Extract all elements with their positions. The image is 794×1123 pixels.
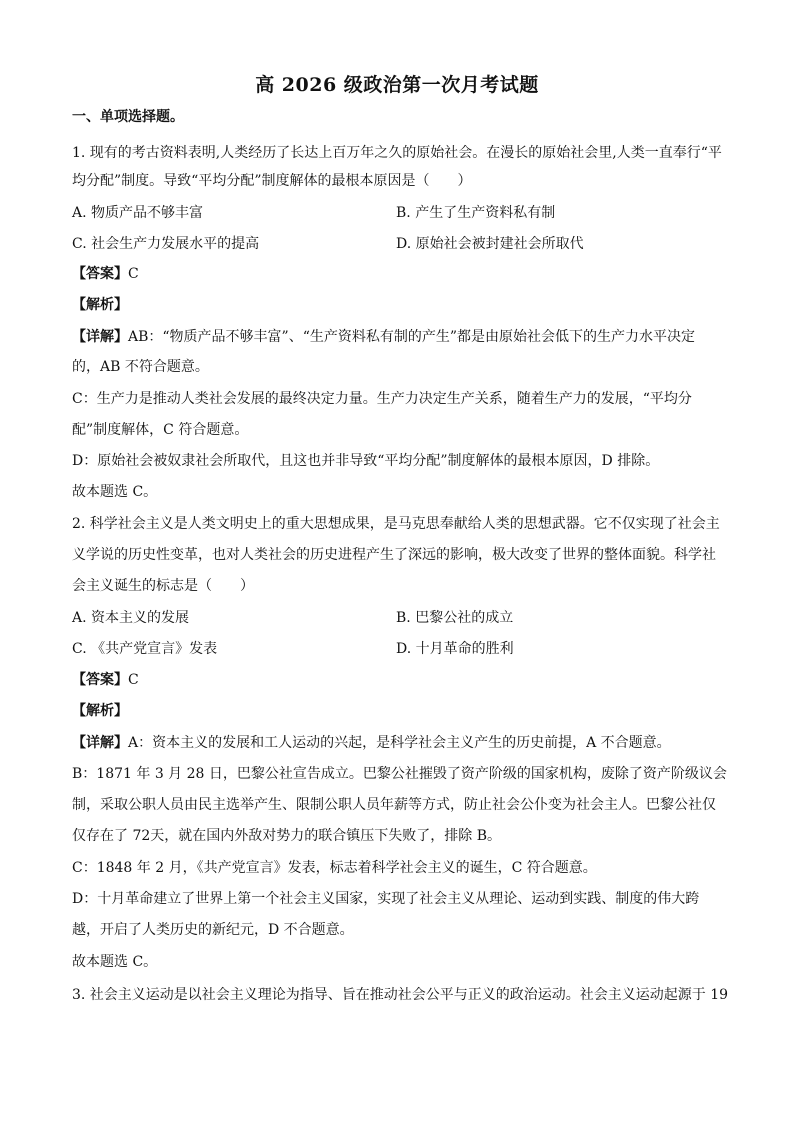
q1-option-b: B. 产生了生产资料私有制 <box>396 205 556 221</box>
q1-conclusion: 故本题选 C。 <box>72 484 158 500</box>
q1-stem-line-1: 1. 现有的考古资料表明,人类经历了长达上百万年之久的原始社会。在漫长的原始社会里,人类一直奉行“平 <box>72 145 722 161</box>
q2-detail-line-1: 【详解】A：资本主义的发展和工人运动的兴起，是科学社会主义产生的历史前提，A 不合题意。 <box>72 735 671 751</box>
section-heading: 一、单项选择题。 <box>72 109 184 125</box>
q1-answer <box>72 264 139 284</box>
q2-detail-line-5: C：1848 年 2 月，《共产党宣言》发表，标志着科学社会主义的诞生，C 符合题意。 <box>72 860 597 876</box>
q2-option-d: D. 十月革命的胜利 <box>396 641 514 657</box>
q1-detail-label: 【详解】 <box>72 329 128 345</box>
q1-analysis-label: 【解析】 <box>72 297 128 313</box>
q1-answer-label: 【答案】 <box>72 266 128 282</box>
page-title: 高 2026 级政治第一次月考试题 <box>255 74 539 96</box>
q2-answer-value: C <box>128 672 139 688</box>
q2-detail-line-7: 越，开启了人类历史的新纪元，D 不合题意。 <box>72 922 354 938</box>
q2-stem-line-2: 义学说的历史性变革，也对人类社会的历史进程产生了深远的影响，极大改变了世界的整体面貌。科学社 <box>72 547 716 563</box>
q2-answer <box>72 670 139 690</box>
q1-detail-line-1: 【详解】AB：“物质产品不够丰富”、“生产资料私有制的产生”都是由原始社会低下的生产力水平决定 <box>72 329 696 345</box>
q2-detail-line-3: 制，采取公职人员由民主选举产生、限制公职人员年薪等方式，防止社会公仆变为社会主人。巴黎公社仅 <box>72 797 716 813</box>
q1-option-a: A. 物质产品不够丰富 <box>72 205 204 221</box>
q2-conclusion: 故本题选 C。 <box>72 954 158 970</box>
q2-detail-line-4: 仅存在了 72天，就在国内外敌对势力的联合镇压下失败了，排除 B。 <box>72 828 502 844</box>
q2-option-b: B. 巴黎公社的成立 <box>396 610 514 626</box>
q1-detail-line-3: C：生产力是推动人类社会发展的最终决定力量。生产力决定生产关系，随着生产力的发展，“平均分 <box>72 391 692 407</box>
q1-option-c: C. 社会生产力发展水平的提高 <box>72 236 260 252</box>
q2-option-c: C. 《共产党宣言》发表 <box>72 641 218 657</box>
q2-stem-line-3: 会主义诞生的标志是（ ） <box>72 578 254 594</box>
q2-detail-label: 【详解】 <box>72 735 128 751</box>
q1-detail-line-5: D：原始社会被奴隶社会所取代，且这也并非导致“平均分配”制度解体的最根本原因，D 排除。 <box>72 453 660 469</box>
q1-stem-line-2: 均分配”制度。导致“平均分配”制度解体的最根本原因是（ ） <box>72 173 472 189</box>
q1-option-d: D. 原始社会被封建社会所取代 <box>396 236 584 252</box>
q2-detail-line-6: D：十月革命建立了世界上第一个社会主义国家，实现了社会主义从理论、运动到实践、制度的伟大跨 <box>72 891 700 907</box>
q2-stem-line-1: 2. 科学社会主义是人类文明史上的重大思想成果，是马克思奉献给人类的思想武器。它不仅实现了社会主 <box>72 516 720 532</box>
q2-analysis-label: 【解析】 <box>72 703 128 719</box>
q2-detail-line-2: B：1871 年 3 月 28 日，巴黎公社宣告成立。巴黎公社摧毁了资产阶级的国家机构，废除了资产阶级议会 <box>72 766 727 782</box>
q1-detail-line-4: 配”制度解体，C 符合题意。 <box>72 422 249 438</box>
q2-answer-label: 【答案】 <box>72 672 128 688</box>
q2-option-a: A. 资本主义的发展 <box>72 610 190 626</box>
q1-detail-line-2: 的，AB 不符合题意。 <box>72 359 209 375</box>
q1-answer-value: C <box>128 266 139 282</box>
q3-stem-line-1: 3. 社会主义运动是以社会主义理论为指导、旨在推动社会公平与正义的政治运动。社会主义运动起源于 19 <box>72 987 729 1003</box>
